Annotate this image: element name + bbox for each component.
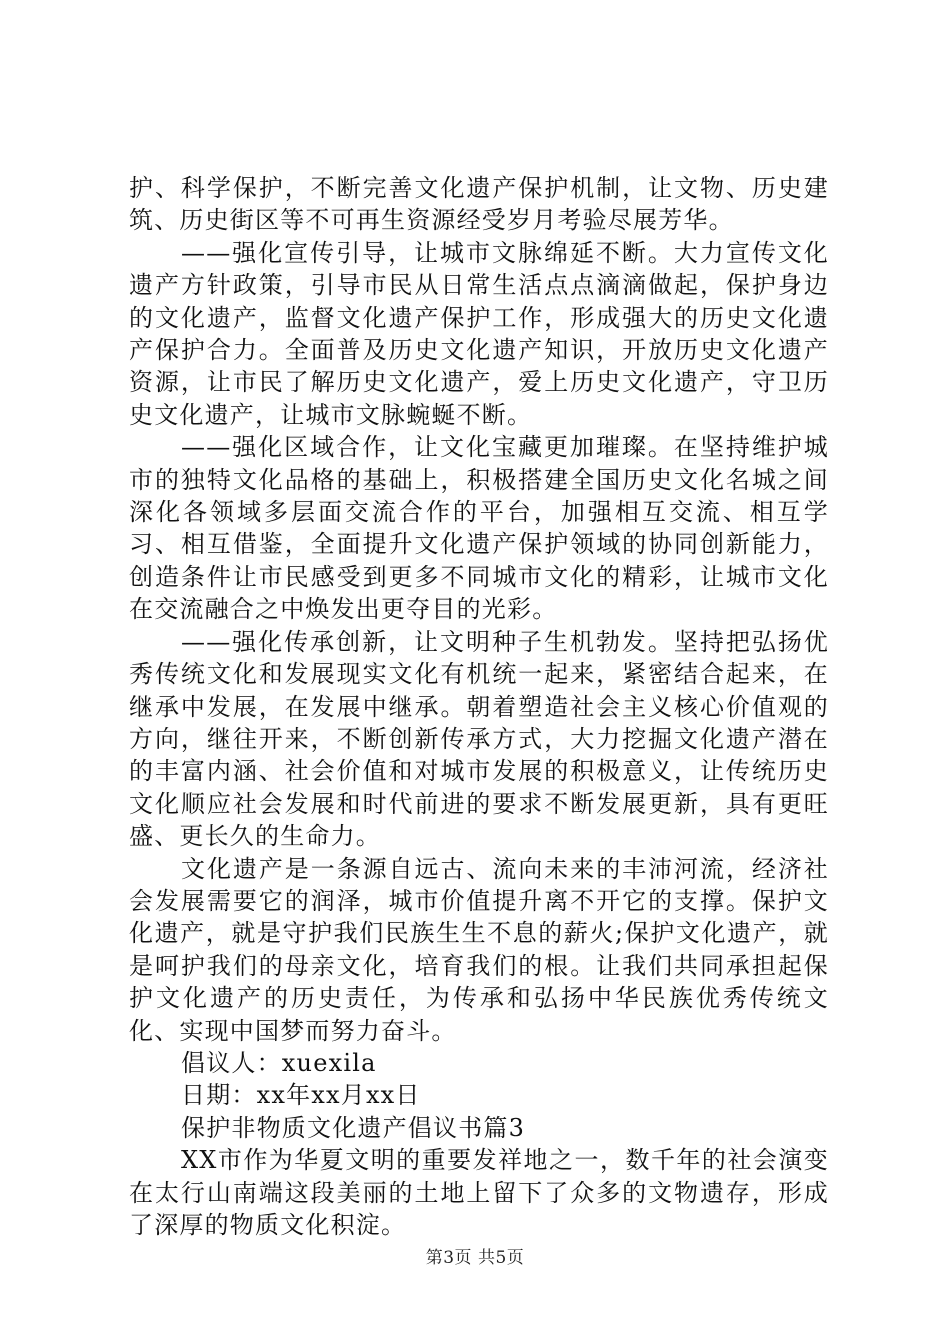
paragraph: 护、科学保护，不断完善文化遗产保护机制，让文物、历史建筑、历史街区等不可再生资源经受岁月考验尽展芳华。 — [129, 174, 829, 235]
paragraph: ——强化宣传引导，让城市文脉绵延不断。大力宣传文化遗产方针政策，引导市民从日常生活点点滴滴做起，保护身边的文化遗产，监督文化遗产保护工作，形成强大的历史文化遗产保护合力。全面普及历史文化遗产知识，开放历史文化遗产资源，让市民了解历史文化遗产，爱上历史文化遗产，守卫历史文化遗产，让城市文脉蜿蜒不断。 — [129, 238, 829, 429]
initiator-line: 倡议人：xuexila — [181, 1048, 377, 1077]
paragraph: XX市作为华夏文明的重要发祥地之一，数千年的社会演变在太行山南端这段美丽的土地上留下了众多的文物遗存，形成了深厚的物质文化积淀。 — [129, 1146, 829, 1239]
date-line: 日期：xx年xx月xx日 — [181, 1081, 421, 1110]
paragraph: ——强化传承创新，让文明种子生机勃发。坚持把弘扬优秀传统文化和发展现实文化有机统一起来，紧密结合起来，在继承中发展，在发展中继承。朝着塑造社会主义核心价值观的方向，继往开来，不断创新传承方式，大力挖掘文化遗产潜在的丰富内涵、社会价值和对城市发展的积极意义，让传统历史文化顺应社会发展和时代前进的要求不断发展更新，具有更旺盛、更长久的生命力。 — [129, 627, 829, 851]
paragraph: ——强化区域合作，让文化宝藏更加璀璨。在坚持维护城市的独特文化品格的基础上，积极搭建全国历史文化名城之间深化各领域多层面交流合作的平台，加强相互交流、相互学习、相互借鉴，全面提升文化遗产保护领域的协同创新能力，创造条件让市民感受到更多不同城市文化的精彩，让城市文化在交流融合之中焕发出更夺目的光彩。 — [129, 433, 829, 624]
section-heading: 保护非物质文化遗产倡议书篇3 — [181, 1113, 526, 1142]
document-body — [129, 172, 829, 1241]
paragraph: 文化遗产是一条源自远古、流向未来的丰沛河流，经济社会发展需要它的润泽，城市价值提升离不开它的支撑。保护文化遗产，就是守护我们民族生生不息的薪火;保护文化遗产，就是呵护我们的母亲文化，培育我们的根。让我们共同承担起保护文化遗产的历史责任，为传承和弘扬中华民族优秀传统文化、实现中国梦而努力奋斗。 — [129, 854, 829, 1045]
page-number-footer: 第3页 共5页 — [425, 1248, 525, 1268]
